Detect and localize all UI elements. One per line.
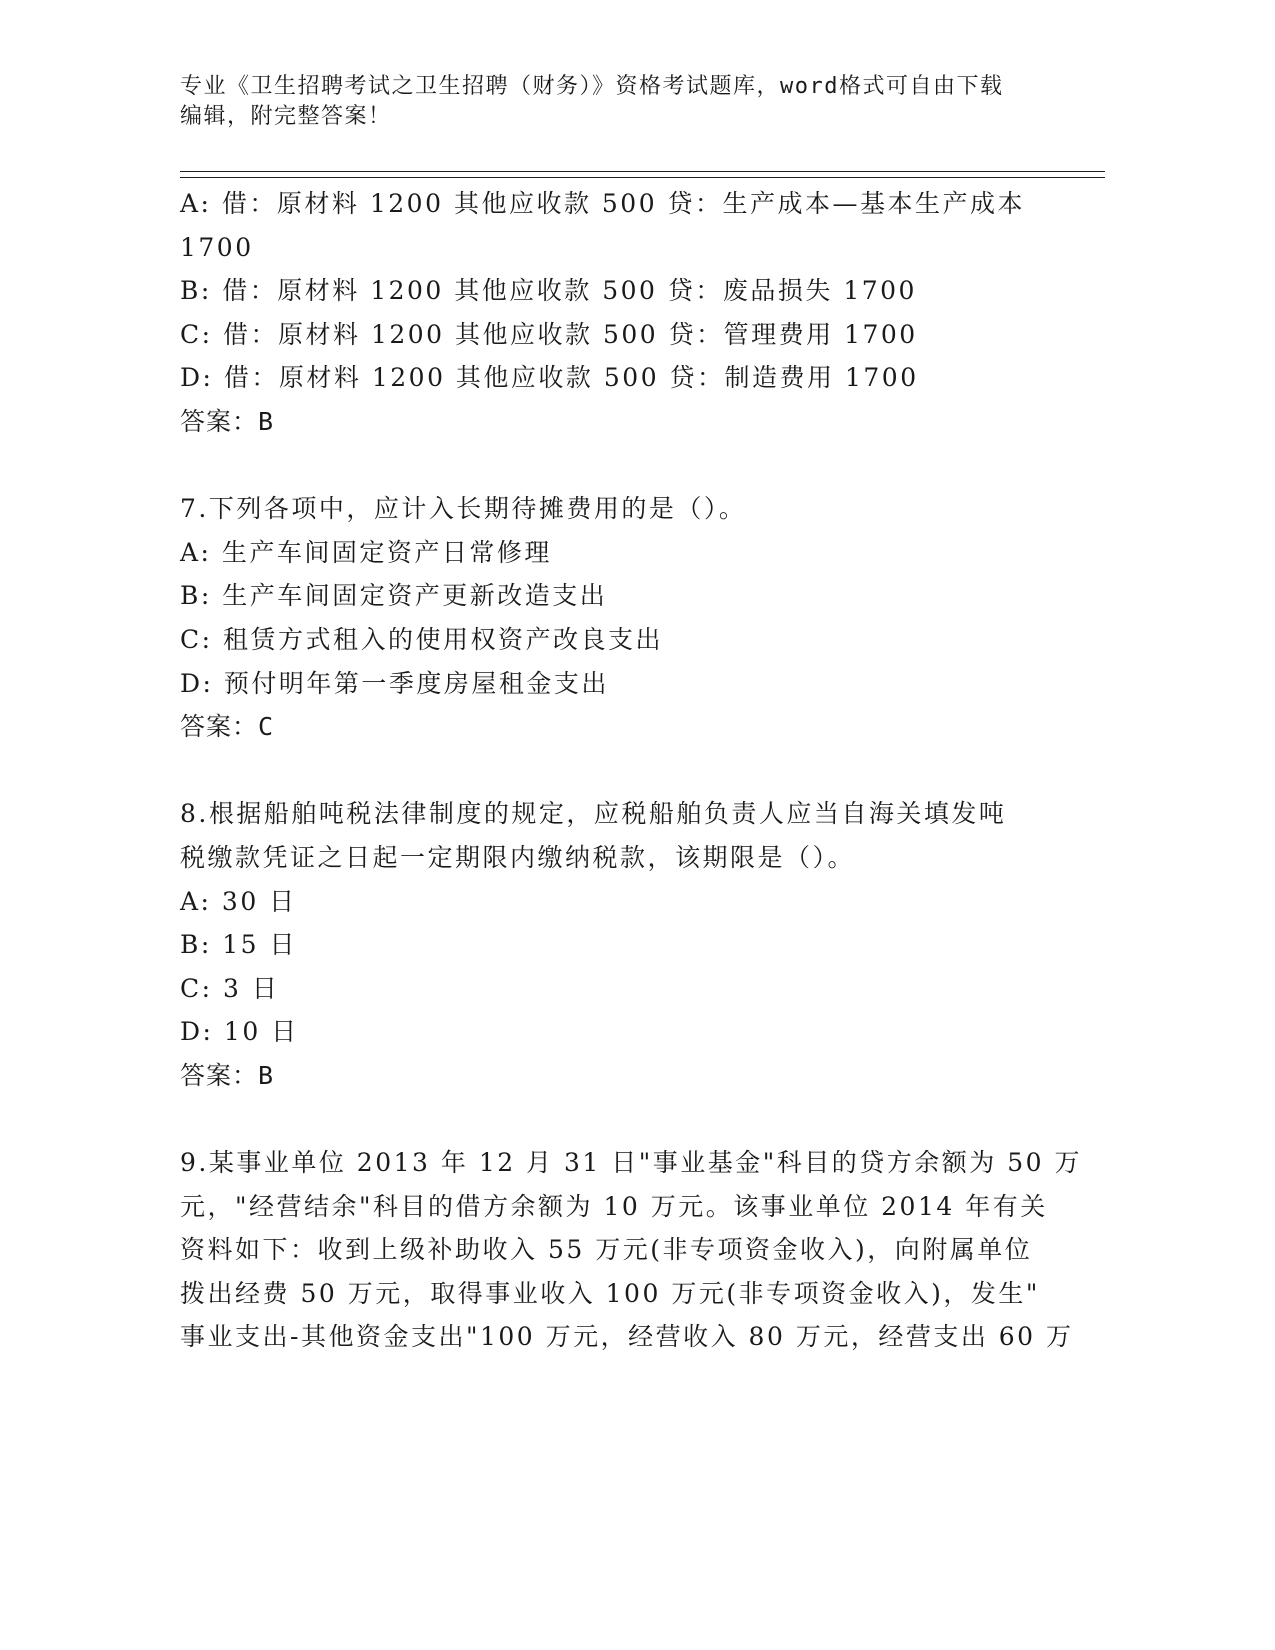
header-divider-bottom <box>180 177 1105 178</box>
q7-option-b: B: 生产车间固定资产更新改造支出 <box>180 581 608 611</box>
q9-stem-line5: 事业支出-其他资金支出"100 万元，经营收入 80 万元，经营支出 60 万 <box>180 1322 1074 1352</box>
q9-stem-line2: 元，"经营结余"科目的借方余额为 10 万元。该事业单位 2014 年有关 <box>180 1191 1048 1221</box>
spacer <box>180 749 1060 793</box>
spacer <box>180 444 1060 488</box>
q9-stem-line3: 资料如下：收到上级补助收入 55 万元(非专项资金收入)，向附属单位 <box>180 1235 1033 1265</box>
q7-answer: 答案：C <box>180 712 275 742</box>
q6-option-b: B: 借：原材料 1200 其他应收款 500 贷：废品损失 1700 <box>180 276 917 306</box>
q8-option-a: A: 30 日 <box>180 886 297 916</box>
document-header <box>180 72 1040 132</box>
q9-stem-line1: 9.某事业单位 2013 年 12 月 31 日"事业基金"科目的贷方余额为 50 万 <box>180 1148 1082 1178</box>
q6-option-a-line1: A: 借：原材料 1200 其他应收款 500 贷：生产成本—基本生产成本 <box>180 189 1026 218</box>
question-6-options <box>180 182 1060 444</box>
q8-option-d: D: 10 日 <box>180 1017 299 1047</box>
q6-answer: 答案：B <box>180 406 275 436</box>
q6-option-c: C: 借：原材料 1200 其他应收款 500 贷：管理费用 1700 <box>180 319 918 349</box>
q7-option-a: A: 生产车间固定资产日常修理 <box>180 537 552 567</box>
q8-option-b: B: 15 日 <box>180 930 297 960</box>
q6-option-a-line2: 1700 <box>180 232 254 262</box>
header-divider-top <box>180 171 1105 172</box>
q6-option-d: D: 借：原材料 1200 其他应收款 500 贷：制造费用 1700 <box>180 363 919 393</box>
spacer <box>180 1097 1060 1141</box>
q7-option-d: D: 预付明年第一季度房屋租金支出 <box>180 668 609 698</box>
question-list <box>180 182 1082 1359</box>
header-line-1: 专业《卫生招聘考试之卫生招聘（财务）》资格考试题库，word格式可自由下载 <box>180 74 1004 99</box>
q8-option-c: C: 3 日 <box>180 973 280 1003</box>
q8-answer: 答案：B <box>180 1060 275 1090</box>
q9-stem-line4: 拨出经费 50 万元，取得事业收入 100 万元(非专项资金收入)，发生" <box>180 1278 1040 1308</box>
q7-option-c: C: 租赁方式租入的使用权资产改良支出 <box>180 624 663 654</box>
q8-stem-line2: 税缴款凭证之日起一定期限内缴纳税款，该期限是（）。 <box>180 842 856 872</box>
q8-stem-line1: 8.根据船舶吨税法律制度的规定，应税船舶负责人应当自海关填发吨 <box>180 799 1007 829</box>
q7-stem: 7.下列各项中，应计入长期待摊费用的是（）。 <box>180 494 747 524</box>
question-9 <box>180 1141 1082 1359</box>
header-line-2: 编辑，附完整答案！ <box>180 104 392 129</box>
question-7 <box>180 487 1060 749</box>
question-8 <box>180 792 1060 1097</box>
